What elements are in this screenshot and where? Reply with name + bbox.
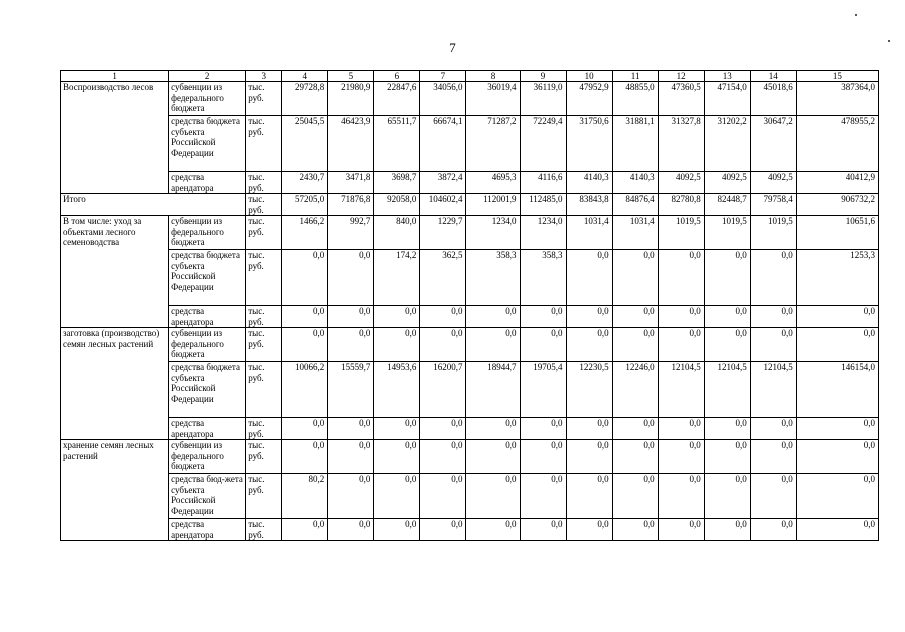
value-cell: 0,0 [420, 440, 466, 474]
value-cell: 0,0 [612, 519, 658, 541]
column-number: 4 [282, 71, 328, 82]
value-cell: 0,0 [566, 440, 612, 474]
section-label: Воспроизводство лесов [61, 82, 169, 194]
value-cell: 66674,1 [420, 116, 466, 172]
value-cell: 12246,0 [612, 362, 658, 418]
value-cell: 0,0 [750, 328, 796, 362]
value-cell: 57205,0 [282, 194, 328, 216]
value-cell: 0,0 [796, 418, 878, 440]
column-number: 3 [246, 71, 282, 82]
value-cell: 36119,0 [520, 82, 566, 116]
value-cell: 992,7 [328, 216, 374, 250]
value-cell: 0,0 [750, 440, 796, 474]
value-cell: 83843,8 [566, 194, 612, 216]
value-cell: 0,0 [374, 306, 420, 328]
value-cell: 104602,4 [420, 194, 466, 216]
value-cell: 0,0 [612, 440, 658, 474]
funding-source: субвенции из федерального бюджета [169, 82, 246, 116]
value-cell: 0,0 [466, 418, 520, 440]
value-cell: 12104,5 [704, 362, 750, 418]
value-cell: 0,0 [796, 306, 878, 328]
column-number: 11 [612, 71, 658, 82]
table-row [61, 362, 879, 418]
value-cell: 0,0 [328, 474, 374, 519]
value-cell: 0,0 [282, 418, 328, 440]
value-cell: 1019,5 [704, 216, 750, 250]
funding-source: средства арендатора [169, 172, 246, 194]
section-label: хранение семян лесных растений [61, 440, 169, 541]
value-cell: 0,0 [750, 519, 796, 541]
value-cell: 0,0 [612, 306, 658, 328]
value-cell: 0,0 [520, 474, 566, 519]
table-row [61, 250, 879, 306]
section-label: заготовка (производство) семян лесных растений [61, 328, 169, 440]
value-cell: 0,0 [612, 328, 658, 362]
value-cell: 1234,0 [466, 216, 520, 250]
unit-cell: тыс. руб. [246, 306, 282, 328]
value-cell: 0,0 [420, 418, 466, 440]
table-row [61, 194, 879, 216]
unit-cell: тыс. руб. [246, 216, 282, 250]
value-cell: 362,5 [420, 250, 466, 306]
value-cell: 0,0 [374, 474, 420, 519]
value-cell: 146154,0 [796, 362, 878, 418]
column-number: 5 [328, 71, 374, 82]
table-row [61, 216, 879, 250]
value-cell: 0,0 [374, 440, 420, 474]
value-cell: 0,0 [658, 328, 704, 362]
section-label: В том числе: уход за объектами лесного семеноводства [61, 216, 169, 328]
value-cell: 12104,5 [658, 362, 704, 418]
value-cell: 0,0 [566, 519, 612, 541]
value-cell: 2430,7 [282, 172, 328, 194]
value-cell: 1253,3 [796, 250, 878, 306]
value-cell: 3471,8 [328, 172, 374, 194]
value-cell: 906732,2 [796, 194, 878, 216]
value-cell: 112001,9 [466, 194, 520, 216]
value-cell: 0,0 [566, 418, 612, 440]
value-cell: 112485,0 [520, 194, 566, 216]
value-cell: 1031,4 [612, 216, 658, 250]
value-cell: 0,0 [282, 306, 328, 328]
value-cell: 0,0 [796, 440, 878, 474]
value-cell: 4092,5 [658, 172, 704, 194]
funding-source: субвенции из федерального бюджета [169, 328, 246, 362]
value-cell: 1229,7 [420, 216, 466, 250]
column-number: 15 [796, 71, 878, 82]
funding-source: средства бюджета субъекта Российской Федерации [169, 116, 246, 172]
value-cell: 0,0 [420, 519, 466, 541]
column-number: 10 [566, 71, 612, 82]
value-cell: 0,0 [612, 474, 658, 519]
value-cell: 47952,9 [566, 82, 612, 116]
value-cell: 0,0 [282, 328, 328, 362]
value-cell: 0,0 [796, 519, 878, 541]
value-cell: 31327,8 [658, 116, 704, 172]
value-cell: 358,3 [466, 250, 520, 306]
value-cell: 21980,9 [328, 82, 374, 116]
table-row [61, 82, 879, 116]
value-cell: 0,0 [466, 519, 520, 541]
value-cell: 0,0 [328, 250, 374, 306]
value-cell: 478955,2 [796, 116, 878, 172]
value-cell: 0,0 [328, 328, 374, 362]
value-cell: 0,0 [520, 328, 566, 362]
value-cell: 79758,4 [750, 194, 796, 216]
value-cell: 0,0 [328, 440, 374, 474]
value-cell: 12104,5 [750, 362, 796, 418]
value-cell: 48855,0 [612, 82, 658, 116]
value-cell: 47360,5 [658, 82, 704, 116]
unit-cell: тыс. руб. [246, 172, 282, 194]
value-cell: 0,0 [328, 418, 374, 440]
value-cell: 0,0 [658, 418, 704, 440]
header-row [61, 71, 879, 82]
column-number: 8 [466, 71, 520, 82]
value-cell: 0,0 [796, 328, 878, 362]
value-cell: 0,0 [566, 306, 612, 328]
column-number: 12 [658, 71, 704, 82]
value-cell: 71876,8 [328, 194, 374, 216]
value-cell: 47154,0 [704, 82, 750, 116]
value-cell: 0,0 [466, 474, 520, 519]
value-cell: 174,2 [374, 250, 420, 306]
table-row [61, 474, 879, 519]
value-cell: 30647,2 [750, 116, 796, 172]
value-cell: 1466,2 [282, 216, 328, 250]
value-cell: 0,0 [282, 519, 328, 541]
value-cell: 0,0 [704, 519, 750, 541]
value-cell: 4116,6 [520, 172, 566, 194]
value-cell: 0,0 [704, 328, 750, 362]
value-cell: 4092,5 [750, 172, 796, 194]
funding-source: средства бюджета субъекта Российской Федерации [169, 250, 246, 306]
value-cell: 34056,0 [420, 82, 466, 116]
value-cell: 0,0 [466, 306, 520, 328]
value-cell: 0,0 [658, 306, 704, 328]
value-cell: 0,0 [566, 328, 612, 362]
value-cell: 0,0 [520, 306, 566, 328]
table-row [61, 328, 879, 362]
value-cell: 0,0 [566, 250, 612, 306]
unit-cell: тыс. руб. [246, 440, 282, 474]
value-cell: 46423,9 [328, 116, 374, 172]
value-cell: 0,0 [750, 250, 796, 306]
unit-cell: тыс. руб. [246, 194, 282, 216]
value-cell: 0,0 [704, 474, 750, 519]
value-cell: 72249,4 [520, 116, 566, 172]
unit-cell: тыс. руб. [246, 418, 282, 440]
value-cell: 387364,0 [796, 82, 878, 116]
table-row [61, 519, 879, 541]
value-cell: 0,0 [520, 519, 566, 541]
value-cell: 0,0 [328, 519, 374, 541]
value-cell: 0,0 [420, 474, 466, 519]
value-cell: 18944,7 [466, 362, 520, 418]
total-label: Итого [61, 194, 246, 216]
value-cell: 0,0 [658, 519, 704, 541]
funding-source: средства арендатора [169, 519, 246, 541]
value-cell: 0,0 [704, 418, 750, 440]
table-row [61, 306, 879, 328]
value-cell: 0,0 [282, 250, 328, 306]
table-row [61, 440, 879, 474]
unit-cell: тыс. руб. [246, 250, 282, 306]
unit-cell: тыс. руб. [246, 116, 282, 172]
value-cell: 22847,6 [374, 82, 420, 116]
unit-cell: тыс. руб. [246, 362, 282, 418]
value-cell: 0,0 [466, 440, 520, 474]
scan-speck [888, 40, 890, 42]
value-cell: 0,0 [750, 306, 796, 328]
funding-source: средства бюджета субъекта Российской Федерации [169, 362, 246, 418]
value-cell: 3872,4 [420, 172, 466, 194]
unit-cell: тыс. руб. [246, 474, 282, 519]
value-cell: 0,0 [658, 440, 704, 474]
value-cell: 12230,5 [566, 362, 612, 418]
page-number: 7 [449, 40, 456, 55]
column-number: 1 [61, 71, 169, 82]
value-cell: 1031,4 [566, 216, 612, 250]
value-cell: 31202,2 [704, 116, 750, 172]
value-cell: 40412,9 [796, 172, 878, 194]
value-cell: 45018,6 [750, 82, 796, 116]
value-cell: 82448,7 [704, 194, 750, 216]
value-cell: 29728,8 [282, 82, 328, 116]
value-cell: 19705,4 [520, 362, 566, 418]
value-cell: 82780,8 [658, 194, 704, 216]
value-cell: 0,0 [520, 418, 566, 440]
value-cell: 4695,3 [466, 172, 520, 194]
value-cell: 1019,5 [658, 216, 704, 250]
value-cell: 0,0 [374, 519, 420, 541]
value-cell: 3698,7 [374, 172, 420, 194]
value-cell: 0,0 [658, 474, 704, 519]
funding-source: субвенции из федерального бюджета [169, 216, 246, 250]
value-cell: 0,0 [466, 328, 520, 362]
value-cell: 31881,1 [612, 116, 658, 172]
funding-source: средства арендатора [169, 306, 246, 328]
value-cell: 0,0 [704, 306, 750, 328]
table-row [61, 418, 879, 440]
value-cell: 4140,3 [612, 172, 658, 194]
value-cell: 358,3 [520, 250, 566, 306]
column-number: 6 [374, 71, 420, 82]
value-cell: 0,0 [282, 440, 328, 474]
value-cell: 0,0 [796, 474, 878, 519]
value-cell: 0,0 [374, 328, 420, 362]
value-cell: 0,0 [750, 418, 796, 440]
column-number: 7 [420, 71, 466, 82]
value-cell: 10066,2 [282, 362, 328, 418]
value-cell: 15559,7 [328, 362, 374, 418]
value-cell: 0,0 [420, 328, 466, 362]
unit-cell: тыс. руб. [246, 328, 282, 362]
value-cell: 0,0 [520, 440, 566, 474]
unit-cell: тыс. руб. [246, 519, 282, 541]
value-cell: 0,0 [704, 440, 750, 474]
value-cell: 80,2 [282, 474, 328, 519]
value-cell: 0,0 [374, 418, 420, 440]
funding-source: средства бюд-жета субъекта Российской Федерации [169, 474, 246, 519]
value-cell: 0,0 [566, 474, 612, 519]
value-cell: 0,0 [328, 306, 374, 328]
funding-source: субвенции из федерального бюджета [169, 440, 246, 474]
value-cell: 0,0 [750, 474, 796, 519]
value-cell: 92058,0 [374, 194, 420, 216]
value-cell: 65511,7 [374, 116, 420, 172]
value-cell: 0,0 [704, 250, 750, 306]
budget-table [60, 70, 879, 541]
value-cell: 36019,4 [466, 82, 520, 116]
value-cell: 10651,6 [796, 216, 878, 250]
value-cell: 4092,5 [704, 172, 750, 194]
funding-source: средства арендатора [169, 418, 246, 440]
value-cell: 31750,6 [566, 116, 612, 172]
value-cell: 1234,0 [520, 216, 566, 250]
scan-speck [855, 14, 857, 16]
value-cell: 84876,4 [612, 194, 658, 216]
column-number: 13 [704, 71, 750, 82]
value-cell: 4140,3 [566, 172, 612, 194]
value-cell: 1019,5 [750, 216, 796, 250]
value-cell: 840,0 [374, 216, 420, 250]
value-cell: 14953,6 [374, 362, 420, 418]
value-cell: 25045,5 [282, 116, 328, 172]
value-cell: 0,0 [612, 250, 658, 306]
value-cell: 16200,7 [420, 362, 466, 418]
column-number: 14 [750, 71, 796, 82]
value-cell: 0,0 [658, 250, 704, 306]
table-row [61, 116, 879, 172]
unit-cell: тыс. руб. [246, 82, 282, 116]
value-cell: 71287,2 [466, 116, 520, 172]
value-cell: 0,0 [612, 418, 658, 440]
value-cell: 0,0 [420, 306, 466, 328]
column-number: 2 [169, 71, 246, 82]
column-number: 9 [520, 71, 566, 82]
table-row [61, 172, 879, 194]
